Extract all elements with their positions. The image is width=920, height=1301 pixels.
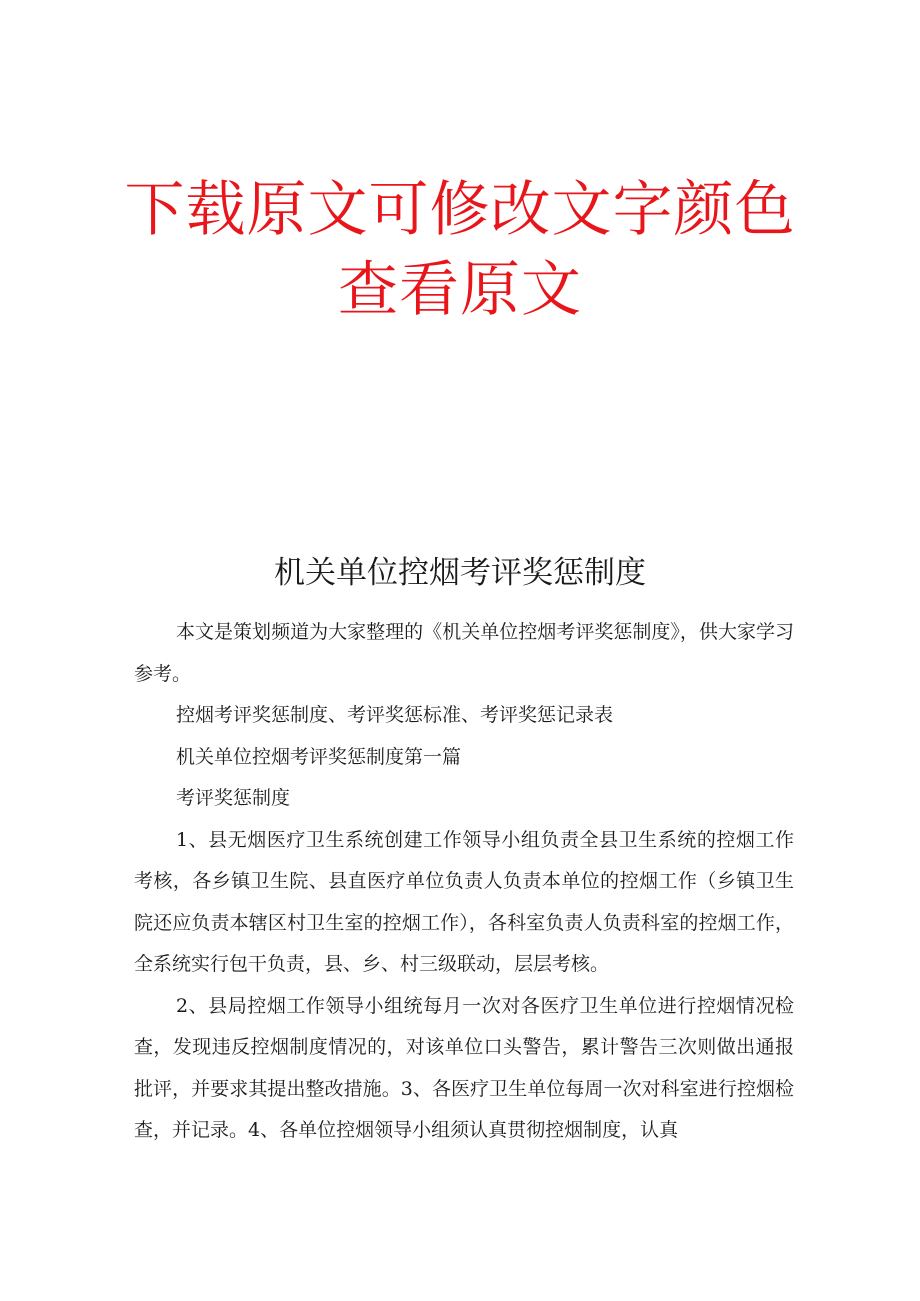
banner-line-download: 下载原文可修改文字颜色 bbox=[124, 175, 796, 245]
paragraph-keywords: 控烟考评奖惩制度、考评奖惩标准、考评奖惩记录表 bbox=[176, 704, 614, 726]
paragraph-item-1: 1、县无烟医疗卫生系统创建工作领导小组负责全县卫生系统的控烟工作考核，各乡镇卫生院、县直医疗单位负责人负责本单位的控烟工作（乡镇卫生院还应负责本辖区村卫生室的控烟工作），各科室负责人负责科室的控烟工作，全系统实行包干负责，县、乡、村三级联动，层层考核。 bbox=[134, 828, 794, 975]
paragraph-intro: 本文是策划频道为大家整理的《机关单位控烟考评奖惩制度》，供大家学习参考。 bbox=[134, 621, 794, 685]
document-body bbox=[134, 612, 794, 1152]
banner-line-view-original: 查看原文 bbox=[338, 255, 582, 325]
paragraph-section-heading: 机关单位控烟考评奖惩制度第一篇 bbox=[176, 745, 462, 768]
edit-download-banner bbox=[0, 170, 920, 330]
paragraph-item-2: 2、县局控烟工作领导小组统每月一次对各医疗卫生单位进行控烟情况检查，发现违反控烟制度情况的，对该单位口头警告，累计警告三次则做出通报批评，并要求其提出整改措施。3、各医疗卫生单位每周一次对科室进行控烟检查，并记录。4、各单位控烟领导小组须认真贯彻控烟制度，认真 bbox=[134, 994, 794, 1141]
paragraph-subheading: 考评奖惩制度 bbox=[176, 787, 291, 809]
document-title: 机关单位控烟考评奖惩制度 bbox=[274, 555, 646, 591]
